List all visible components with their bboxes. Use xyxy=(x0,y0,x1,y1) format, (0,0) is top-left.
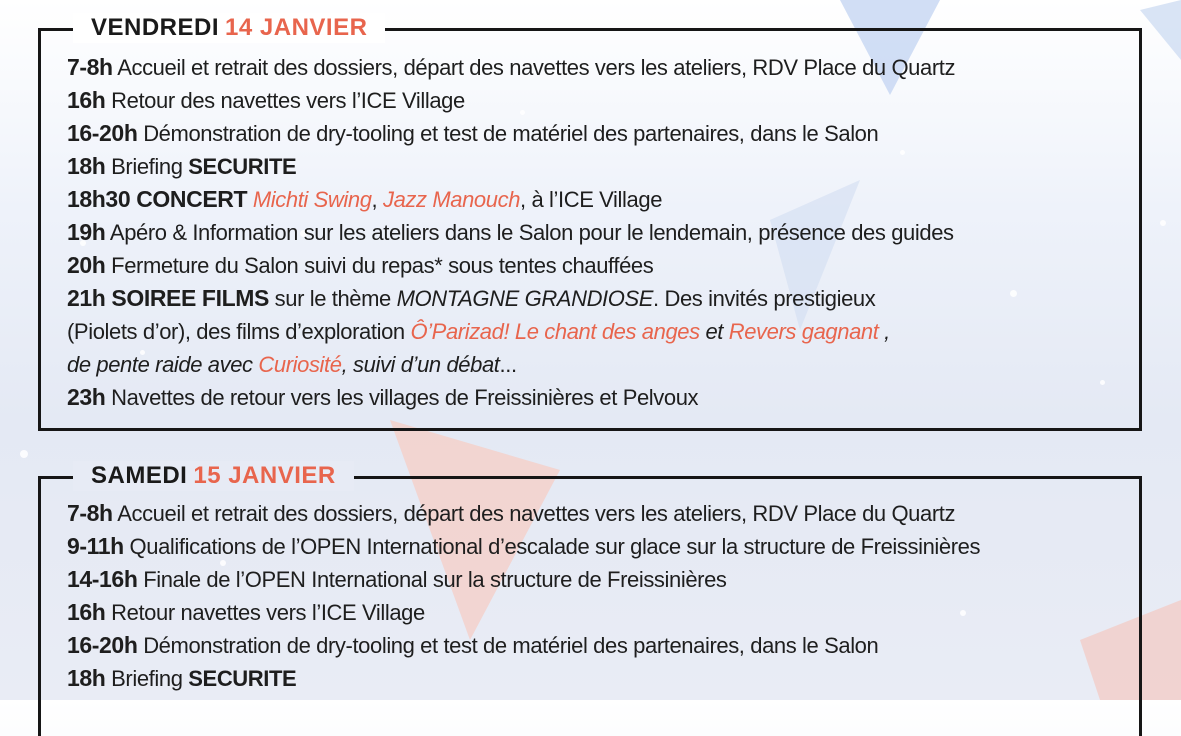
schedule-time: 7-8h xyxy=(67,500,113,526)
schedule-text: Accueil et retrait des dossiers, départ des navettes vers les ateliers, RDV Place du Quartz xyxy=(112,501,956,526)
schedule-section-saturday xyxy=(38,462,1142,736)
schedule-text: Ô’Parizad! Le chant des anges xyxy=(410,319,700,344)
section-heading xyxy=(73,461,354,491)
schedule-text: SECURITE xyxy=(188,666,297,691)
schedule-line xyxy=(67,497,1119,530)
snowflake xyxy=(20,450,28,458)
schedule-time: 19h xyxy=(67,219,106,245)
schedule-text: (Piolets d’or), des films d’exploration xyxy=(67,319,411,344)
schedule-time: 18h xyxy=(67,153,106,179)
schedule-text: Fermeture du Salon suivi du repas* sous tentes chauffées xyxy=(105,253,654,278)
schedule-line xyxy=(67,84,1119,117)
schedule-line xyxy=(67,249,1119,282)
section-day: VENDREDI xyxy=(91,14,220,41)
section-day: SAMEDI xyxy=(91,462,188,489)
schedule-lines xyxy=(67,51,1119,414)
schedule-text: Retour des navettes vers l’ICE Village xyxy=(105,88,465,113)
schedule-text: MONTAGNE GRANDIOSE xyxy=(396,286,654,311)
schedule-time: 21h SOIREE FILMS xyxy=(67,285,269,311)
schedule-time: 16h xyxy=(67,599,106,625)
schedule-time: 9-11h xyxy=(67,533,124,559)
schedule-time: 18h30 CONCERT xyxy=(67,186,248,212)
schedule-line xyxy=(67,216,1119,249)
snowflake xyxy=(1160,220,1166,226)
schedule-text: Finale de l’OPEN International sur la structure de Freissinières xyxy=(137,567,727,592)
schedule-text: Briefing xyxy=(105,154,189,179)
schedule-time: 18h xyxy=(67,665,106,691)
schedule-line xyxy=(67,51,1119,84)
schedule-section-friday xyxy=(38,14,1142,431)
schedule-text: , xyxy=(878,319,890,344)
schedule-text: Apéro & Information sur les ateliers dans le Salon pour le lendemain, présence des guides xyxy=(105,220,954,245)
schedule-time: 14-16h xyxy=(67,566,138,592)
schedule-line xyxy=(67,381,1119,414)
schedule-line xyxy=(67,150,1119,183)
schedule-text: , suivi d’un débat xyxy=(341,352,500,377)
schedule-time: 16h xyxy=(67,87,106,113)
schedule-line xyxy=(67,563,1119,596)
schedule-text: SECURITE xyxy=(188,154,297,179)
schedule-time: 16-20h xyxy=(67,120,138,146)
schedule-text: sur le thème xyxy=(268,286,397,311)
schedule-text: Navettes de retour vers les villages de Freissinières et Pelvoux xyxy=(105,385,699,410)
schedule-text: . Des invités prestigieux xyxy=(653,286,876,311)
section-date: 15 JANVIER xyxy=(193,462,336,489)
schedule-line xyxy=(67,629,1119,662)
schedule-text: Qualifications de l’OPEN International d’escalade sur glace sur la structure de Freissinières xyxy=(123,534,981,559)
schedule-text: et xyxy=(699,319,729,344)
schedule-line xyxy=(67,530,1119,563)
schedule-text: Briefing xyxy=(105,666,189,691)
section-heading xyxy=(73,13,385,43)
schedule-line xyxy=(67,183,1119,216)
schedule-time: 7-8h xyxy=(67,54,113,80)
schedule-text: Retour navettes vers l’ICE Village xyxy=(105,600,425,625)
schedule-time: 16-20h xyxy=(67,632,138,658)
schedule-text: ... xyxy=(499,352,517,377)
schedule-text: Michti Swing xyxy=(252,187,372,212)
section-date: 14 JANVIER xyxy=(225,14,368,41)
blue-triangle-shape xyxy=(1140,0,1181,60)
schedule-line xyxy=(67,315,1119,348)
schedule-text: Démonstration de dry-tooling et test de matériel des partenaires, dans le Salon xyxy=(137,633,879,658)
schedule-text: Accueil et retrait des dossiers, départ des navettes vers les ateliers, RDV Place du Quartz xyxy=(112,55,956,80)
schedule-text: Curiosité xyxy=(258,352,342,377)
schedule-text: , xyxy=(371,187,383,212)
schedule-line xyxy=(67,348,1119,381)
schedule-line xyxy=(67,117,1119,150)
schedule-text: Revers gagnant xyxy=(728,319,879,344)
schedule-line xyxy=(67,596,1119,629)
schedule-text: de pente raide avec xyxy=(67,352,259,377)
schedule-lines xyxy=(67,497,1119,695)
schedule-text: , à l’ICE Village xyxy=(520,187,663,212)
schedule-time: 23h xyxy=(67,384,106,410)
schedule-line xyxy=(67,282,1119,315)
schedule-time: 20h xyxy=(67,252,106,278)
schedule-text: Démonstration de dry-tooling et test de matériel des partenaires, dans le Salon xyxy=(137,121,879,146)
schedule-text: Jazz Manouch xyxy=(382,187,521,212)
schedule-line xyxy=(67,662,1119,695)
